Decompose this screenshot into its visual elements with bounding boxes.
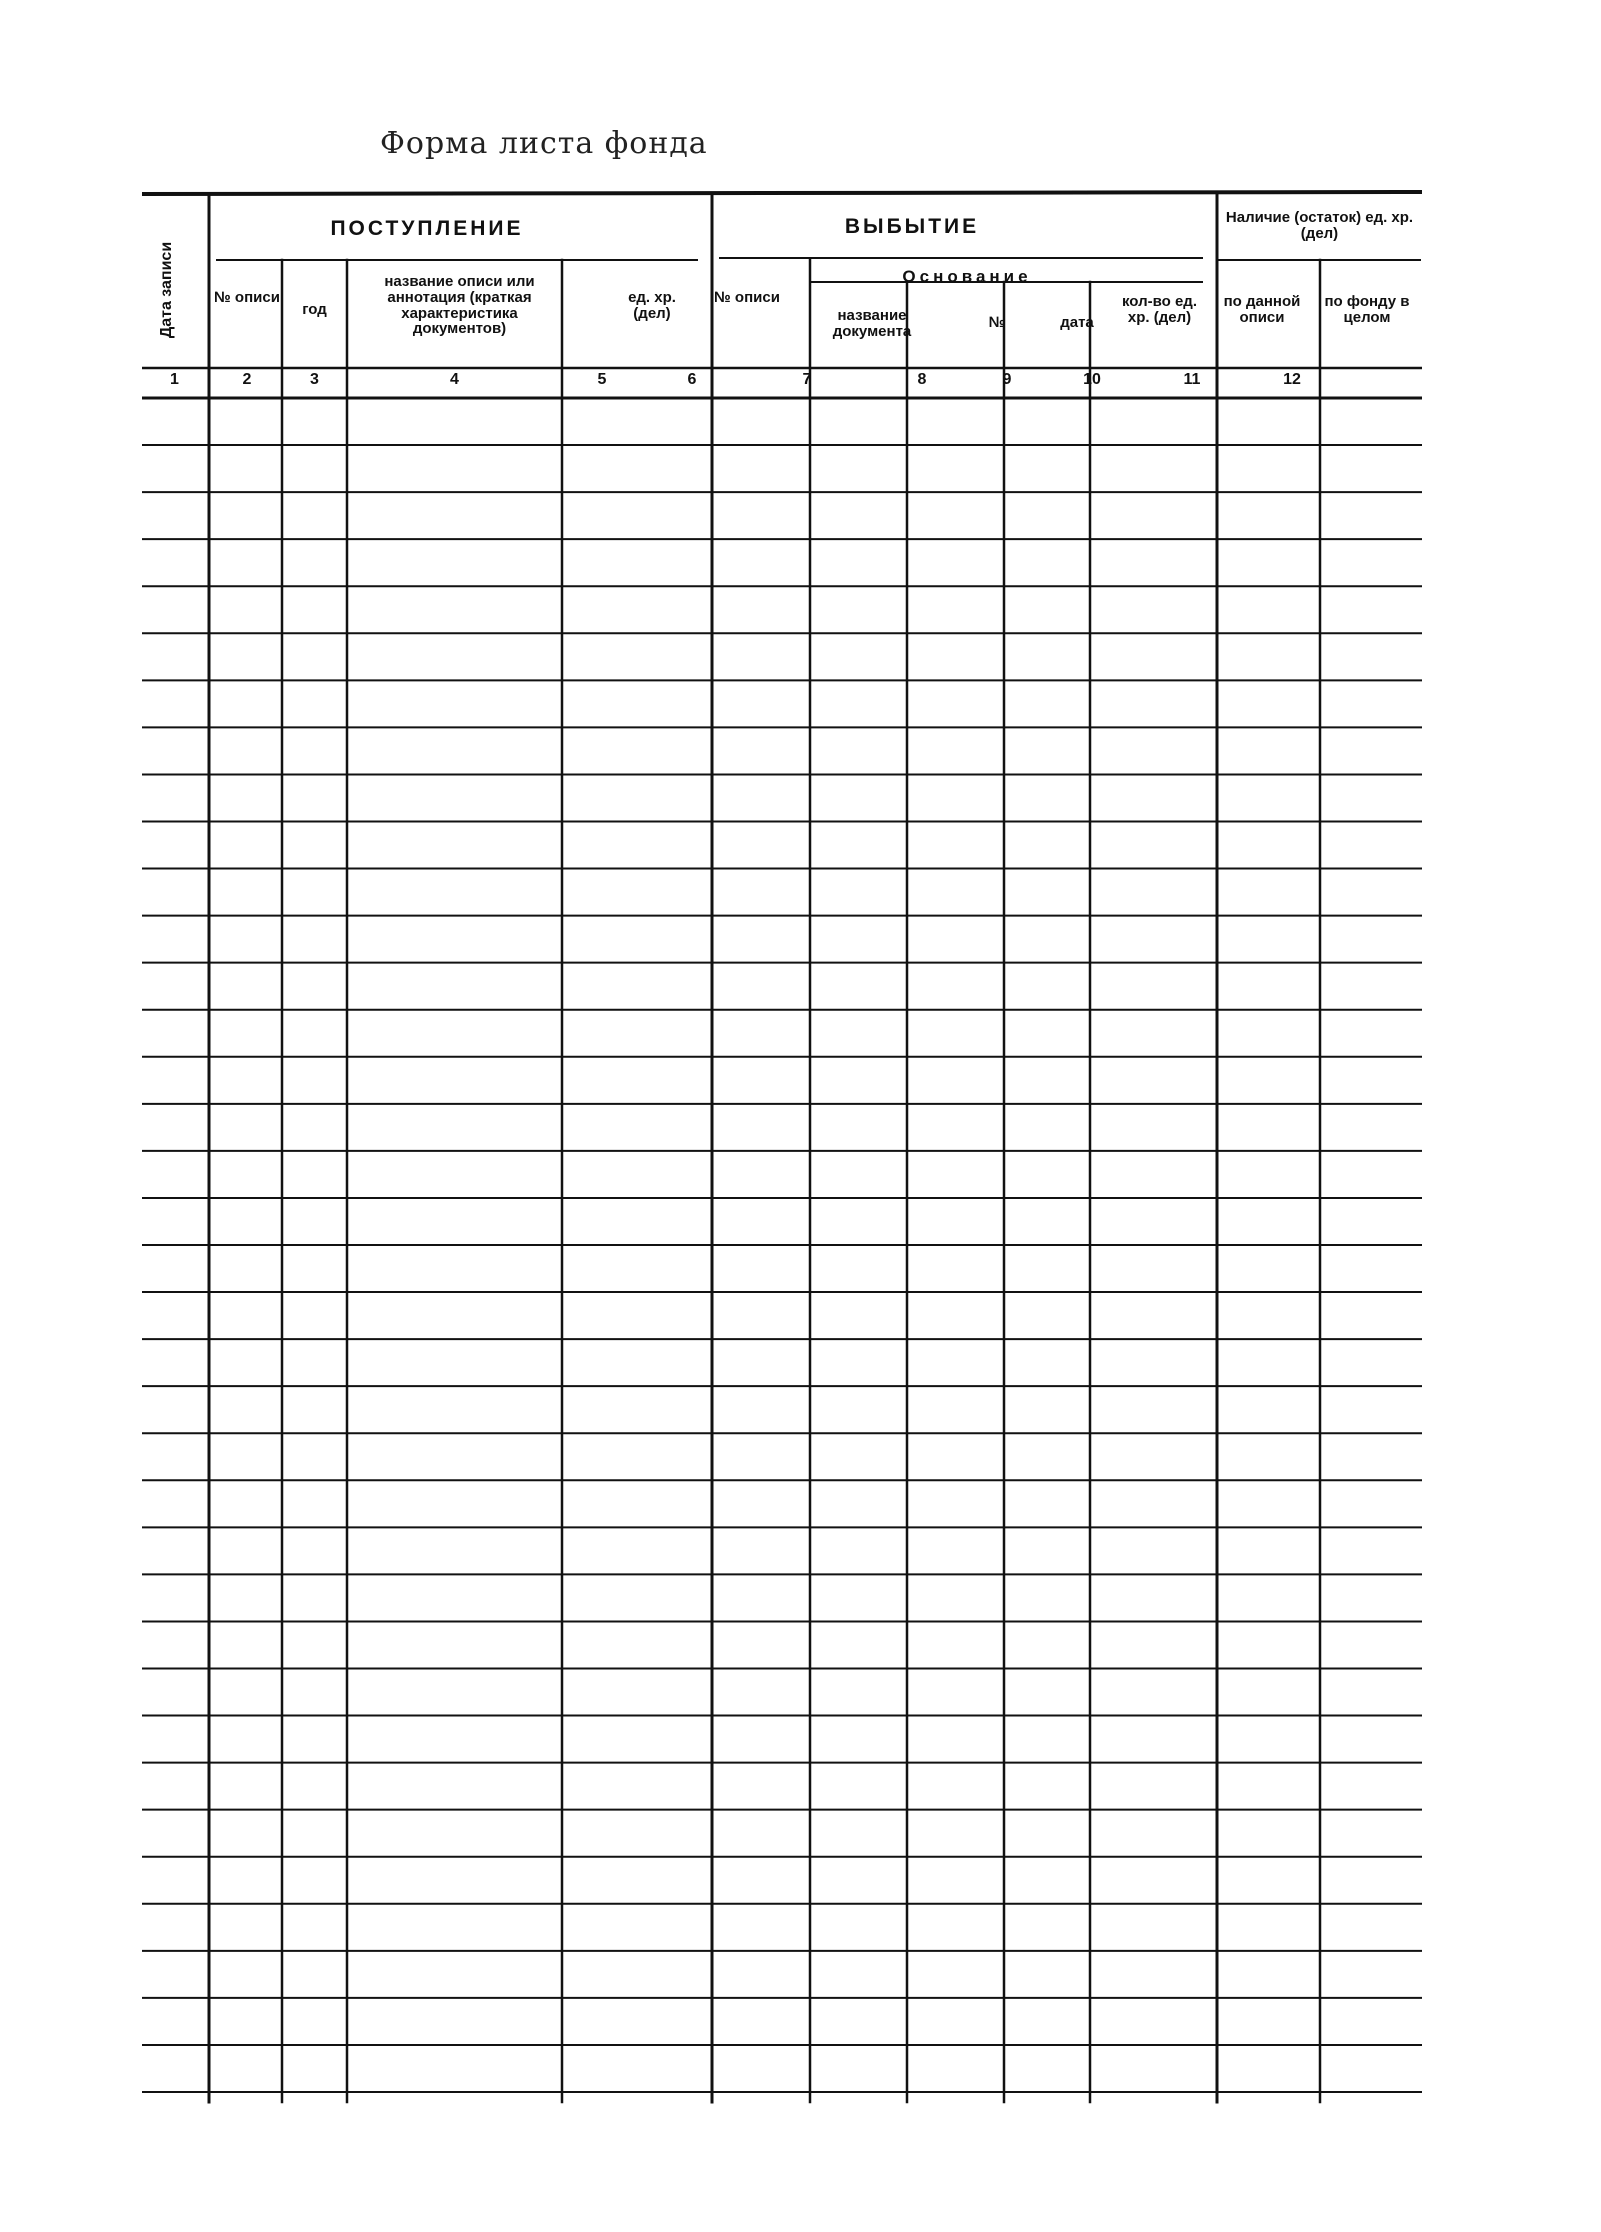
- header-disposal-doc-name: название документа: [832, 307, 912, 340]
- fund-sheet-table: [142, 190, 1422, 2105]
- header-receipt-units: ед. хр. (дел): [628, 289, 676, 322]
- column-number: 1: [170, 371, 179, 388]
- column-number: 8: [917, 371, 927, 388]
- column-number: 9: [1002, 371, 1012, 388]
- table-grid: [142, 190, 1422, 2105]
- header-receipt-year: год: [302, 301, 327, 318]
- header-group-disposal: ВЫБЫТИЕ: [844, 215, 980, 238]
- column-number: 7: [802, 371, 812, 388]
- page-title: Форма листа фонда: [380, 126, 708, 161]
- column-number: 11: [1183, 371, 1201, 388]
- header-receipt-name: название описи или аннотация (краткая характеристика документов): [384, 273, 535, 338]
- header-disposal-inventory-no: № описи: [714, 289, 780, 306]
- column-number: 10: [1083, 371, 1101, 388]
- header-group-availability: Наличие (остаток) ед. хр. (дел): [1225, 209, 1414, 242]
- header-group-basis: Основание: [902, 267, 1032, 286]
- table-top-rule: [142, 192, 1422, 194]
- column-number: 2: [242, 371, 252, 388]
- header-disposal-doc-no: №: [988, 314, 1006, 331]
- column-number: 12: [1283, 371, 1301, 388]
- header-availability-this-inventory: по данной описи: [1223, 293, 1301, 326]
- header-receipt-inventory-no: № описи: [214, 289, 280, 306]
- column-number: 6: [687, 371, 697, 388]
- column-number: 5: [597, 371, 607, 388]
- column-number: 3: [310, 371, 319, 388]
- header-availability-whole-fund: по фонду в целом: [1324, 293, 1410, 326]
- header-disposal-date: дата: [1060, 314, 1094, 331]
- header-group-receipt: ПОСТУПЛЕНИЕ: [330, 217, 524, 240]
- column-number: 4: [450, 371, 459, 388]
- header-record-date: Дата записи: [158, 241, 175, 339]
- header-disposal-count: кол-во ед. хр. (дел): [1121, 293, 1197, 326]
